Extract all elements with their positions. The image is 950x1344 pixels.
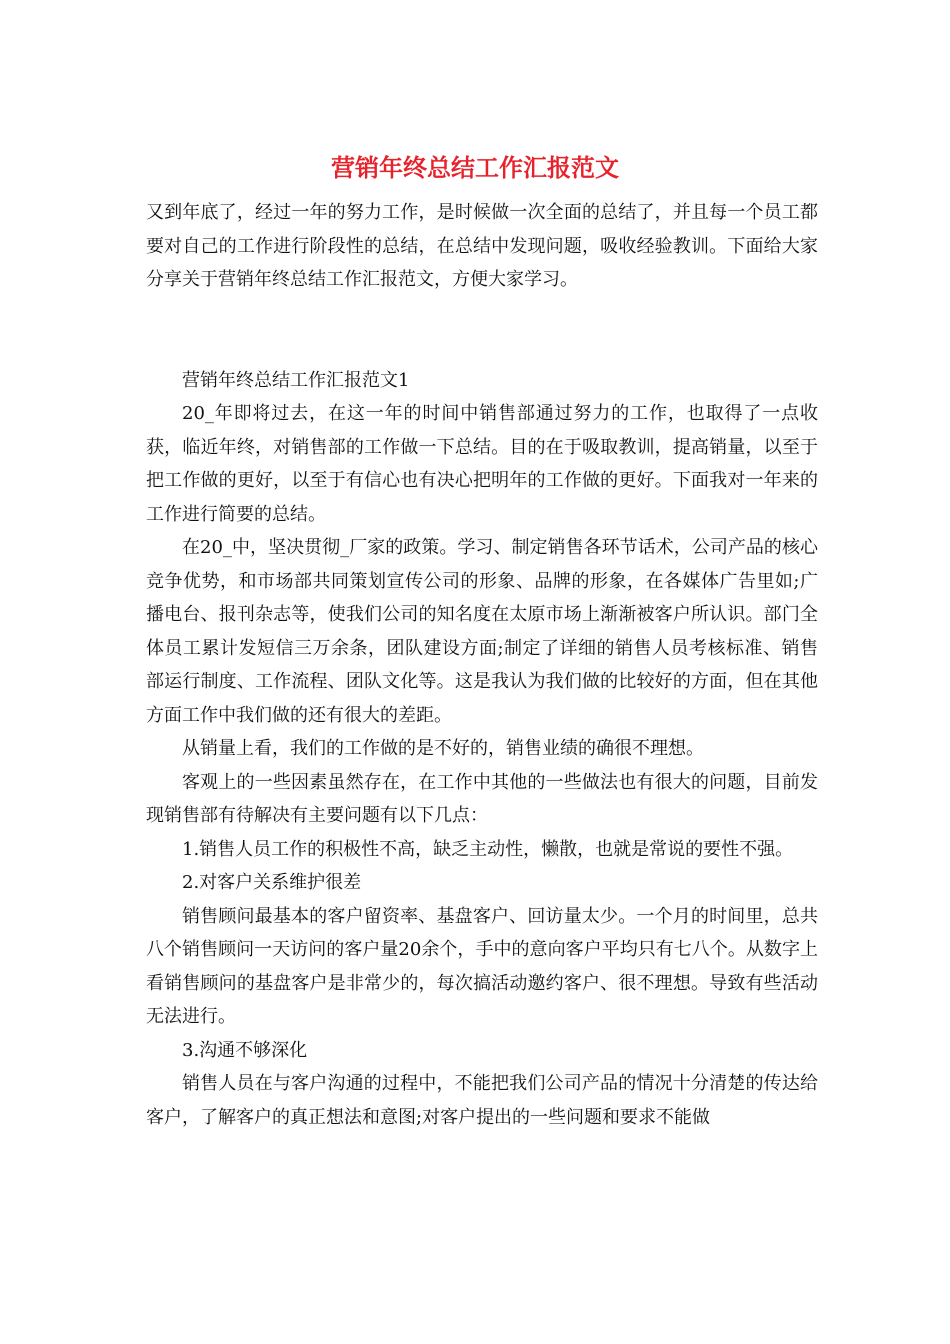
list-item: 3.沟通不够深化	[182, 1039, 308, 1061]
document-body	[146, 196, 818, 1134]
body-paragraph: 从销量上看，我们的工作做的是不好的，销售业绩的确很不理想。	[182, 738, 704, 759]
intro-paragraph: 又到年底了，经过一年的努力工作，是时候做一次全面的总结了，并且每一个员工都要对自己的工作进行阶段性的总结，在总结中发现问题，吸收经验教训。下面给大家分享关于营销年终总结工作汇报范文，方便大家学习。	[146, 202, 818, 290]
list-item: 1.销售人员工作的积极性不高，缺乏主动性，懒散，也就是常说的要性不强。	[182, 838, 794, 860]
body-paragraph: 销售顾问最基本的客户留资率、基盘客户、回访量太少。一个月的时间里，总共八个销售顾问一天访问的客户量20余个，手中的意向客户平均只有七八个。从数字上看销售顾问的基盘客户是非常少的，每次搞活动邀约客户、很不理想。导致有些活动无法进行。	[146, 905, 818, 1027]
body-paragraph: 20_年即将过去，在这一年的时间中销售部通过努力的工作，也取得了一点收获，临近年终，对销售部的工作做一下总结。目的在于吸取教训，提高销量，以至于把工作做的更好，以至于有信心也有决心把明年的工作做的更好。下面我对一年来的工作进行简要的总结。	[146, 403, 818, 525]
section-heading: 营销年终总结工作汇报范文1	[182, 369, 410, 391]
list-item: 2.对客户关系维护很差	[182, 872, 362, 893]
document-title: 营销年终总结工作汇报范文	[331, 153, 619, 182]
body-paragraph: 客观上的一些因素虽然存在，在工作中其他的一些做法也有很大的问题，目前发现销售部有待解决有主要问题有以下几点：	[146, 771, 818, 826]
body-paragraph: 销售人员在与客户沟通的过程中，不能把我们公司产品的情况十分清楚的传达给客户，了解客户的真正想法和意图;对客户提出的一些问题和要求不能做	[146, 1073, 818, 1128]
paragraph-spacer	[146, 297, 818, 364]
body-paragraph: 在20_中，坚决贯彻_厂家的政策。学习、制定销售各环节话术，公司产品的核心竞争优势，和市场部共同策划宣传公司的形象、品牌的形象，在各媒体广告里如;广播电台、报刊杂志等，使我们公司的知名度在太原市场上渐渐被客户所认识。部门全体员工累计发短信三万余条，团队建设方面;制定了详细的销售人员考核标准、销售部运行制度、工作流程、团队文化等。这是我认为我们做的比较好的方面，但在其他方面工作中我们做的还有很大的差距。	[146, 537, 818, 726]
